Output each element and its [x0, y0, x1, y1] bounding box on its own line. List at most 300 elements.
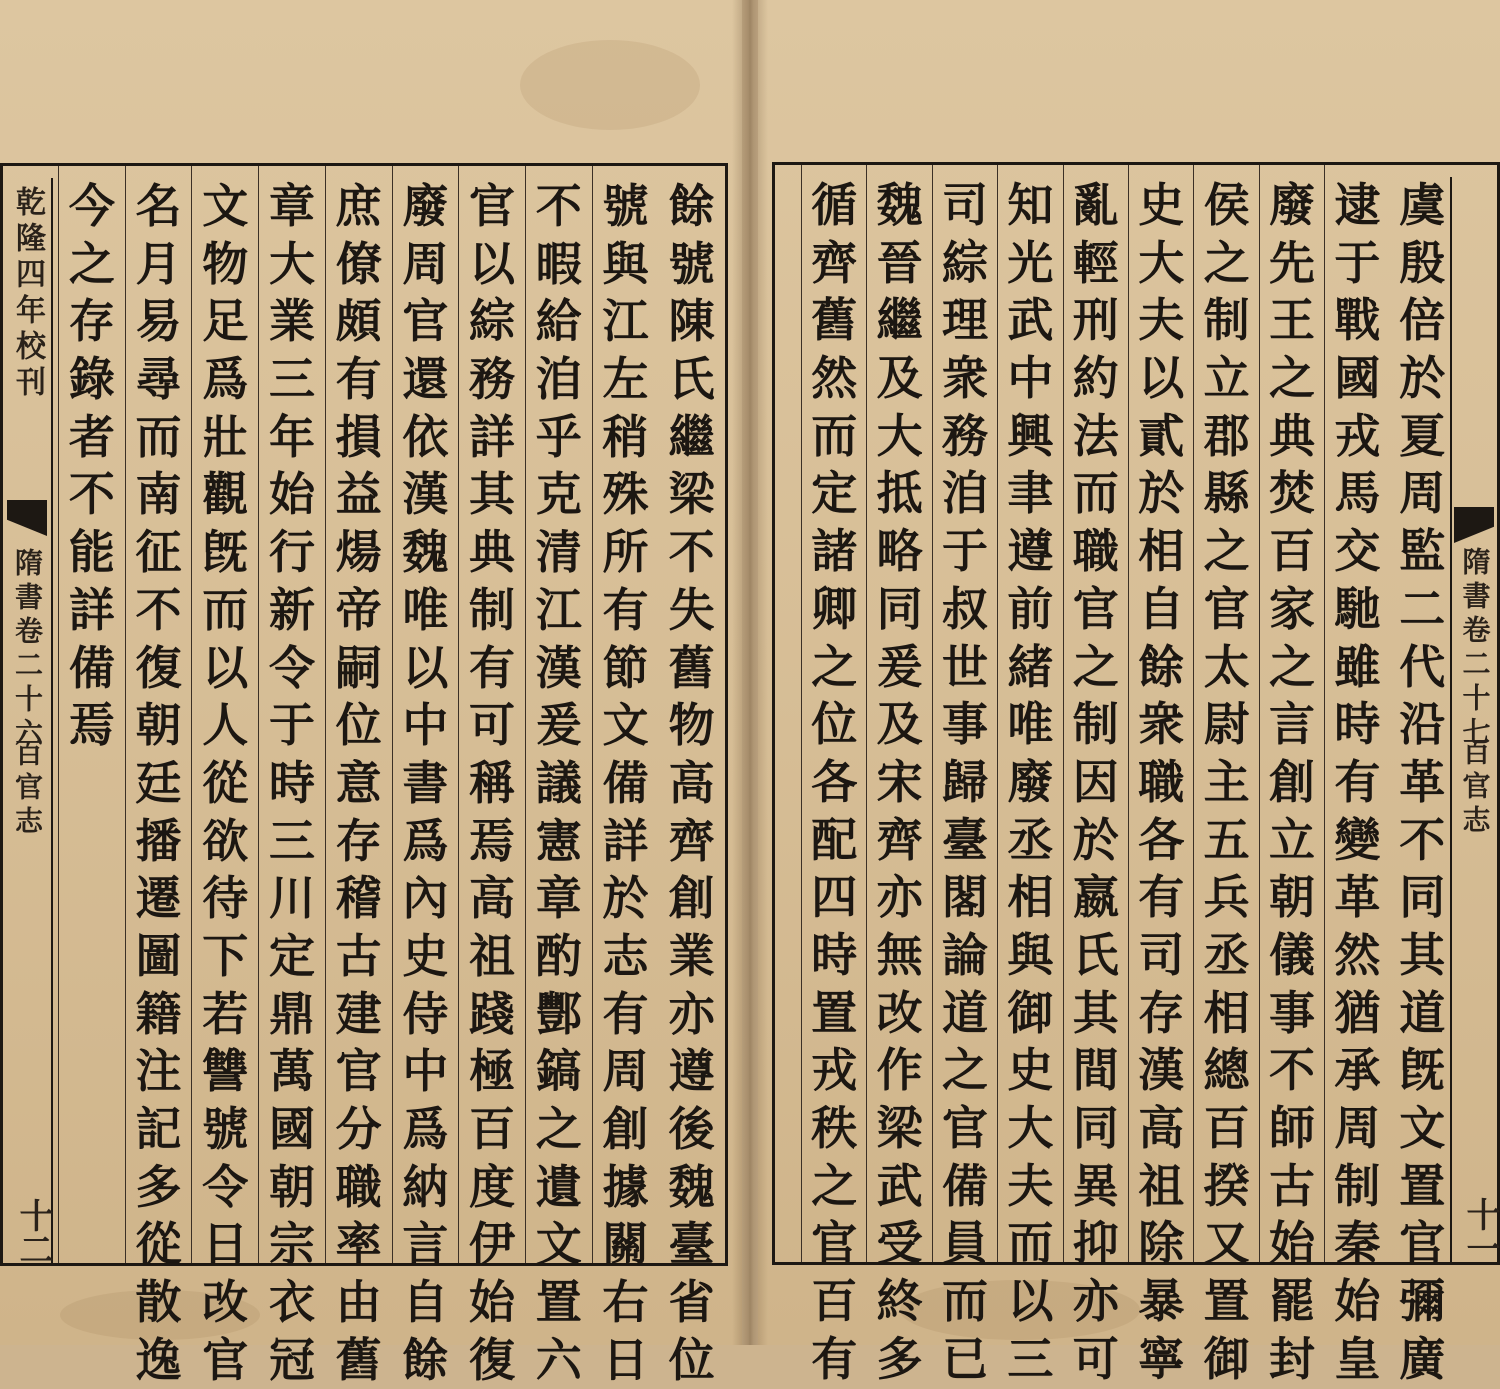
glyph: 制: [1334, 1158, 1381, 1213]
glyph: 有: [602, 986, 649, 1041]
glyph: 三: [268, 352, 315, 407]
glyph: 梁: [876, 1101, 923, 1155]
glyph: 又: [1203, 1216, 1250, 1271]
glyph: 革: [1399, 754, 1446, 809]
glyph: 讐: [202, 1044, 249, 1099]
book-gutter: [732, 0, 768, 1345]
glyph: 革: [1334, 870, 1381, 925]
glyph: 貳: [1138, 408, 1185, 463]
glyph: 漢: [402, 467, 449, 522]
glyph: 改: [876, 985, 923, 1040]
glyph: 以: [202, 640, 249, 695]
glyph: 同: [1399, 870, 1446, 925]
glyph: 各: [811, 754, 858, 809]
glyph: 漢: [1138, 1043, 1185, 1098]
glyph: 名: [135, 179, 182, 233]
text-column: [866, 165, 931, 1386]
glyph: 以: [1138, 351, 1185, 406]
glyph: 章: [268, 179, 315, 233]
glyph: 武: [1007, 293, 1054, 348]
glyph: 承: [1334, 1043, 1381, 1098]
right-page-frame: [772, 162, 1500, 1386]
glyph: 置: [535, 1275, 582, 1330]
glyph: 秩: [811, 1101, 858, 1155]
glyph: 夫: [1138, 293, 1185, 348]
glyph: 不: [668, 525, 715, 580]
glyph: 綜: [469, 294, 516, 349]
glyph: 因: [1072, 754, 1119, 809]
glyph: 冠: [268, 1332, 315, 1387]
glyph: 文: [535, 1217, 582, 1272]
glyph: 武: [876, 1158, 923, 1213]
glyph: 位: [335, 698, 382, 753]
glyph: 王: [1268, 293, 1315, 348]
glyph: 古: [1268, 1158, 1315, 1213]
glyph: 周: [402, 236, 449, 291]
glyph: 暴: [1138, 1274, 1185, 1329]
glyph: 陳: [668, 294, 715, 349]
glyph: 朝: [135, 698, 182, 753]
glyph: 於: [602, 871, 649, 926]
text-column: [1324, 165, 1389, 1386]
glyph: 侯: [1203, 178, 1250, 232]
glyph: 中: [402, 698, 449, 753]
glyph: 始: [1268, 1216, 1315, 1271]
glyph: 其: [469, 467, 516, 522]
glyph: 號: [202, 1102, 249, 1156]
glyph: 縣: [1203, 466, 1250, 521]
glyph: 百: [811, 1274, 858, 1329]
glyph: 酌: [535, 928, 582, 983]
glyph: 朝: [268, 1159, 315, 1214]
glyph: 制: [469, 582, 516, 637]
glyph: 大: [1138, 235, 1185, 290]
glyph: 稍: [602, 409, 649, 464]
glyph: 圖: [135, 928, 182, 983]
glyph: 節: [602, 640, 649, 695]
glyph: 創: [602, 1102, 649, 1156]
fishtail-mark-icon: [7, 500, 47, 536]
glyph: 御: [1007, 985, 1054, 1040]
glyph: 後: [668, 1102, 715, 1156]
glyph: 遵: [668, 1044, 715, 1099]
glyph: 配: [811, 812, 858, 867]
glyph: 踐: [469, 986, 516, 1041]
text-column: [997, 165, 1062, 1386]
glyph: 漢: [535, 640, 582, 695]
glyph: 復: [135, 640, 182, 695]
glyph: 廢: [402, 179, 449, 233]
glyph: 亦: [876, 870, 923, 925]
glyph: 人: [202, 698, 249, 753]
glyph: 詳: [68, 582, 115, 637]
glyph: 業: [268, 294, 315, 349]
glyph: 高: [668, 755, 715, 810]
glyph: 論: [941, 927, 988, 982]
glyph: 相: [1007, 870, 1054, 925]
glyph: 號: [668, 236, 715, 291]
glyph: 遵: [1007, 524, 1054, 579]
glyph: 宗: [268, 1217, 315, 1272]
text-column: [1063, 165, 1128, 1386]
glyph: 馳: [1334, 581, 1381, 636]
glyph: 餘: [668, 179, 715, 233]
glyph: 三: [1007, 1331, 1054, 1386]
glyph: 定: [268, 928, 315, 983]
glyph: 略: [876, 524, 923, 579]
glyph: 之: [1203, 235, 1250, 290]
glyph: 鎬: [535, 1044, 582, 1099]
glyph: 叔: [941, 581, 988, 636]
glyph: 煬: [335, 525, 382, 580]
glyph: 能: [68, 525, 115, 580]
glyph: 舊: [811, 293, 858, 348]
folio-number: 十二: [13, 1198, 53, 1266]
glyph: 四: [811, 870, 858, 925]
text-column: [592, 166, 659, 1387]
glyph: 然: [1334, 927, 1381, 982]
glyph: 今: [68, 179, 115, 233]
glyph: 年: [268, 409, 315, 464]
glyph: 務: [941, 408, 988, 463]
glyph: 歸: [941, 754, 988, 809]
glyph: 日: [602, 1332, 649, 1387]
glyph: 氏: [1072, 927, 1119, 982]
glyph: 百: [1268, 524, 1315, 579]
glyph: 然: [811, 351, 858, 406]
glyph: 官: [469, 179, 516, 233]
glyph: 洎: [941, 466, 988, 521]
glyph: 知: [1007, 178, 1054, 232]
glyph: 雖: [1334, 639, 1381, 694]
glyph: 時: [268, 755, 315, 810]
glyph: 戎: [811, 1043, 858, 1098]
glyph: 及: [876, 697, 923, 752]
glyph: 以: [1007, 1274, 1054, 1329]
glyph: 諸: [811, 524, 858, 579]
glyph: 省: [668, 1275, 715, 1330]
glyph: 有: [335, 352, 382, 407]
glyph: 多: [135, 1159, 182, 1214]
glyph: 史: [1138, 178, 1185, 232]
glyph: 稱: [469, 755, 516, 810]
glyph: 沿: [1399, 697, 1446, 752]
glyph: 晉: [876, 235, 923, 290]
text-column: [191, 166, 258, 1387]
glyph: 餘: [1138, 639, 1185, 694]
glyph: 皇: [1334, 1331, 1381, 1386]
glyph: 職: [335, 1159, 382, 1214]
glyph: 可: [469, 698, 516, 753]
glyph: 寧: [1138, 1331, 1185, 1386]
margin-book-title: 隋書卷二十六: [11, 548, 44, 752]
glyph: 官: [1203, 581, 1250, 636]
glyph: 酆: [535, 986, 582, 1041]
glyph: 官: [402, 294, 449, 349]
glyph: 家: [1268, 581, 1315, 636]
glyph: 臺: [668, 1217, 715, 1272]
glyph: 已: [941, 1331, 988, 1386]
glyph: 大: [876, 408, 923, 463]
fishtail-mark-icon: [1454, 507, 1494, 543]
glyph: 日: [202, 1217, 249, 1272]
glyph: 章: [535, 871, 582, 926]
glyph: 川: [268, 871, 315, 926]
glyph: 還: [402, 352, 449, 407]
glyph: 聿: [1007, 466, 1054, 521]
glyph: 置: [1203, 1274, 1250, 1329]
glyph: 立: [1203, 351, 1250, 406]
glyph: 罷: [1268, 1274, 1315, 1329]
text-column: [392, 166, 459, 1387]
glyph: 以: [402, 640, 449, 695]
glyph: 制: [1203, 293, 1250, 348]
glyph: 典: [1268, 408, 1315, 463]
glyph: 制: [1072, 697, 1119, 752]
glyph: 廢: [1268, 178, 1315, 232]
glyph: 員: [941, 1216, 988, 1271]
glyph: 而: [135, 409, 182, 464]
glyph: 建: [335, 986, 382, 1041]
glyph: 置: [811, 985, 858, 1040]
glyph: 官: [811, 1216, 858, 1271]
glyph: 輕: [1072, 235, 1119, 290]
margin-section-title: 百官志: [1458, 737, 1492, 839]
glyph: 足: [202, 294, 249, 349]
glyph: 損: [335, 409, 382, 464]
glyph: 百: [469, 1102, 516, 1156]
glyph: 位: [668, 1332, 715, 1387]
glyph: 齊: [811, 235, 858, 290]
margin-imprint: 乾隆四年校刊: [10, 186, 45, 402]
glyph: 馬: [1334, 466, 1381, 521]
glyph: 頗: [335, 294, 382, 349]
glyph: 衆: [1138, 697, 1185, 752]
glyph: 丞: [1007, 812, 1054, 867]
glyph: 殊: [602, 467, 649, 522]
glyph: 其: [1072, 985, 1119, 1040]
glyph: 大: [1007, 1101, 1054, 1155]
glyph: 兵: [1203, 870, 1250, 925]
glyph: 五: [1203, 812, 1250, 867]
text-column: [458, 166, 525, 1387]
glyph: 遺: [535, 1159, 582, 1214]
glyph: 遷: [135, 871, 182, 926]
glyph: 國: [1334, 351, 1381, 406]
glyph: 之: [1072, 639, 1119, 694]
glyph: 變: [1334, 812, 1381, 867]
text-column: [58, 166, 125, 1263]
glyph: 高: [469, 871, 516, 926]
glyph: 從: [135, 1217, 182, 1272]
glyph: 相: [1138, 524, 1185, 579]
glyph: 閣: [941, 870, 988, 925]
glyph: 唯: [402, 582, 449, 637]
glyph: 存: [68, 294, 115, 349]
glyph: 高: [1138, 1101, 1185, 1155]
glyph: 無: [876, 927, 923, 982]
glyph: 魏: [668, 1159, 715, 1214]
glyph: 者: [68, 409, 115, 464]
glyph: 史: [402, 928, 449, 983]
glyph: 官: [1072, 581, 1119, 636]
glyph: 官: [941, 1101, 988, 1155]
glyph: 度: [469, 1159, 516, 1214]
glyph: 職: [1138, 754, 1185, 809]
glyph: 而: [811, 408, 858, 463]
glyph: 旣: [1399, 1043, 1446, 1098]
glyph: 江: [602, 294, 649, 349]
glyph: 魏: [402, 525, 449, 580]
glyph: 郡: [1203, 408, 1250, 463]
glyph: 之: [1203, 524, 1250, 579]
glyph: 於: [1138, 466, 1185, 521]
glyph: 有: [602, 582, 649, 637]
glyph: 職: [1072, 524, 1119, 579]
glyph: 齊: [668, 813, 715, 868]
glyph: 創: [668, 871, 715, 926]
glyph: 同: [876, 581, 923, 636]
glyph: 詳: [469, 409, 516, 464]
glyph: 不: [68, 467, 115, 522]
glyph: 舊: [335, 1332, 382, 1387]
glyph: 不: [1399, 812, 1446, 867]
glyph: 存: [1138, 985, 1185, 1040]
glyph: 物: [202, 236, 249, 291]
glyph: 舊: [668, 640, 715, 695]
glyph: 古: [335, 928, 382, 983]
glyph: 前: [1007, 581, 1054, 636]
folio-number: 十一: [1460, 1197, 1500, 1265]
glyph: 清: [535, 525, 582, 580]
glyph: 憲: [535, 813, 582, 868]
glyph: 御: [1203, 1331, 1250, 1386]
glyph: 之: [811, 1158, 858, 1213]
glyph: 交: [1334, 524, 1381, 579]
glyph: 言: [402, 1217, 449, 1272]
glyph: 意: [335, 755, 382, 810]
glyph: 志: [602, 928, 649, 983]
glyph: 周: [1399, 466, 1446, 521]
glyph: 爲: [202, 352, 249, 407]
glyph: 克: [535, 467, 582, 522]
glyph: 二: [1399, 581, 1446, 636]
glyph: 給: [535, 294, 582, 349]
left-page-margin: [3, 178, 53, 1266]
glyph: 業: [668, 928, 715, 983]
glyph: 失: [668, 582, 715, 637]
glyph: 下: [202, 928, 249, 983]
glyph: 梁: [668, 467, 715, 522]
glyph: 侍: [402, 986, 449, 1041]
glyph: 征: [135, 525, 182, 580]
glyph: 而: [202, 582, 249, 637]
glyph: 之: [811, 639, 858, 694]
text-column: [1193, 165, 1258, 1386]
glyph: 約: [1072, 351, 1119, 406]
glyph: 逸: [135, 1332, 182, 1387]
glyph: 所: [602, 525, 649, 580]
glyph: 備: [941, 1158, 988, 1213]
glyph: 率: [335, 1217, 382, 1272]
glyph: 於: [1399, 351, 1446, 406]
glyph: 有: [1334, 754, 1381, 809]
glyph: 終: [876, 1274, 923, 1329]
glyph: 自: [1138, 581, 1185, 636]
glyph: 多: [876, 1331, 923, 1386]
glyph: 焉: [469, 813, 516, 868]
glyph: 史: [1007, 1043, 1054, 1098]
glyph: 丞: [1203, 927, 1250, 982]
glyph: 壯: [202, 409, 249, 464]
glyph: 廣: [1399, 1331, 1446, 1386]
glyph: 理: [941, 293, 988, 348]
glyph: 異: [1072, 1158, 1119, 1213]
glyph: 逮: [1334, 178, 1381, 232]
glyph: 廷: [135, 755, 182, 810]
glyph: 總: [1203, 1043, 1250, 1098]
glyph: 周: [1334, 1101, 1381, 1155]
glyph: 鼎: [268, 986, 315, 1041]
glyph: 庶: [335, 179, 382, 233]
glyph: 右: [602, 1275, 649, 1330]
glyph: 餘: [402, 1332, 449, 1387]
glyph: 稽: [335, 871, 382, 926]
text-column: [1390, 165, 1455, 1386]
glyph: 代: [1399, 639, 1446, 694]
glyph: 同: [1072, 1101, 1119, 1155]
glyph: 始: [469, 1275, 516, 1330]
glyph: 令: [202, 1159, 249, 1214]
glyph: 繼: [876, 293, 923, 348]
text-column: [658, 166, 725, 1387]
glyph: 於: [1072, 812, 1119, 867]
glyph: 文: [602, 698, 649, 753]
glyph: 洎: [535, 352, 582, 407]
glyph: 循: [811, 178, 858, 232]
glyph: 內: [402, 871, 449, 926]
glyph: 官: [202, 1332, 249, 1387]
text-column: [1128, 165, 1193, 1386]
glyph: 議: [535, 755, 582, 810]
glyph: 之: [1268, 639, 1315, 694]
glyph: 益: [335, 467, 382, 522]
glyph: 主: [1203, 754, 1250, 809]
glyph: 道: [1399, 985, 1446, 1040]
glyph: 嗣: [335, 640, 382, 695]
glyph: 備: [68, 640, 115, 695]
glyph: 萬: [268, 1044, 315, 1099]
glyph: 臺: [941, 812, 988, 867]
glyph: 緒: [1007, 639, 1054, 694]
glyph: 中: [402, 1044, 449, 1099]
glyph: 不: [135, 582, 182, 637]
glyph: 及: [876, 351, 923, 406]
glyph: 之: [941, 1043, 988, 1098]
glyph: 夫: [1007, 1158, 1054, 1213]
right-page-margin: [1450, 177, 1500, 1265]
glyph: 世: [941, 639, 988, 694]
glyph: 之: [68, 236, 115, 291]
glyph: 僚: [335, 236, 382, 291]
glyph: 以: [469, 236, 516, 291]
glyph: 揆: [1203, 1158, 1250, 1213]
glyph: 司: [1138, 927, 1185, 982]
text-column: [1259, 165, 1324, 1386]
glyph: 秦: [1334, 1216, 1381, 1271]
glyph: 爰: [535, 698, 582, 753]
glyph: 抑: [1072, 1216, 1119, 1271]
